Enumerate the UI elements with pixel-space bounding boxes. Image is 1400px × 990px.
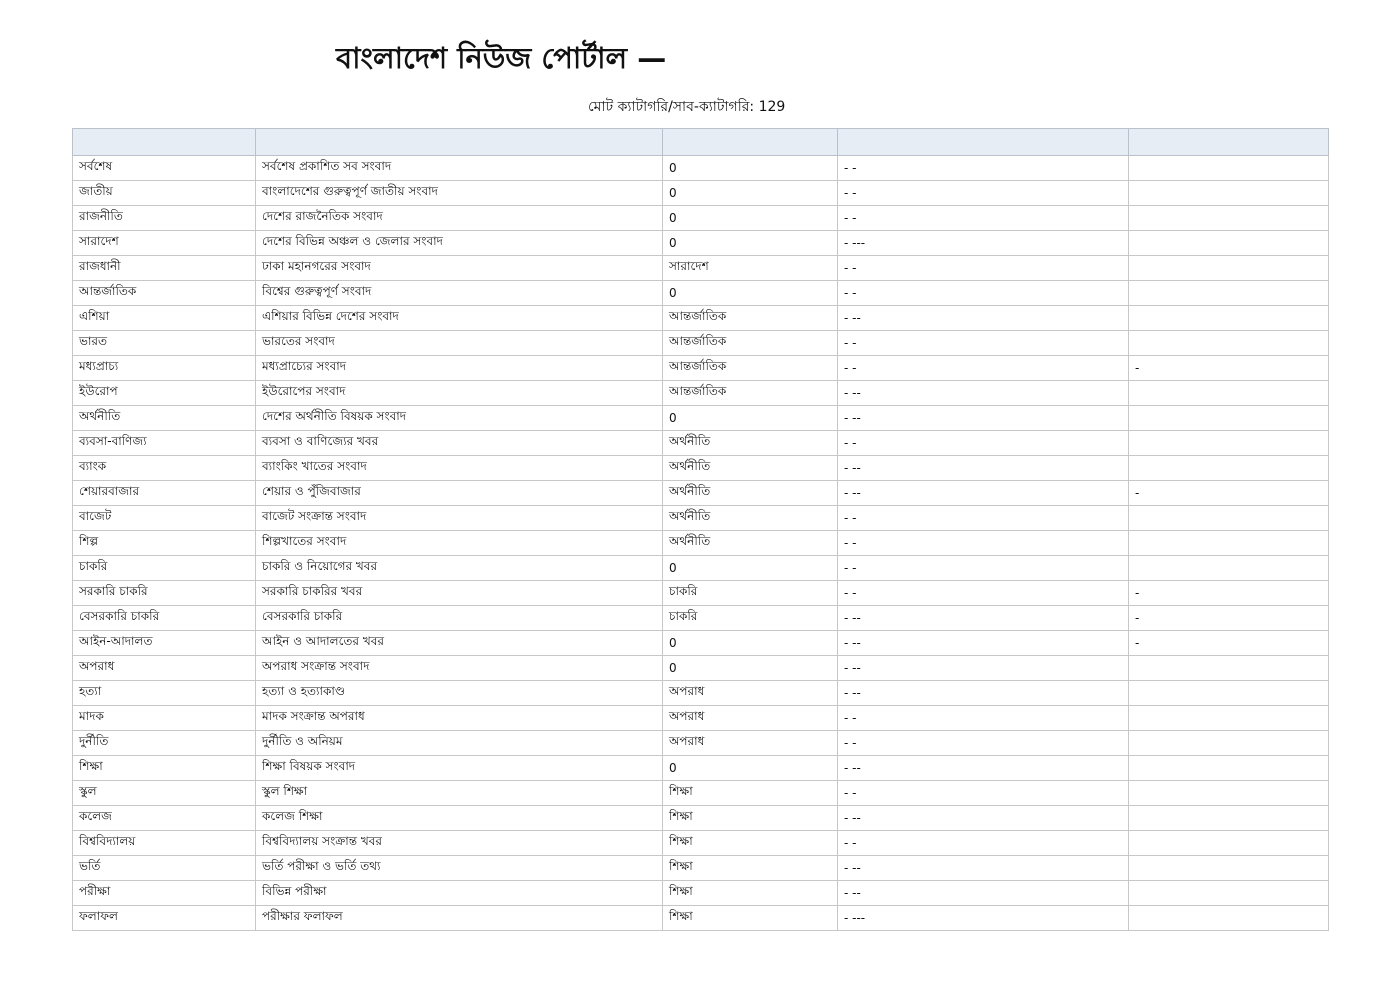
description-cell: দুর্নীতি ও অনিয়ম [256, 731, 663, 756]
note-cell [1129, 381, 1329, 406]
parent-category-cell: অপরাধ [663, 706, 838, 731]
description-cell: শিল্পখাতের সংবাদ [256, 531, 663, 556]
description-cell: ঢাকা মহানগরের সংবাদ [256, 256, 663, 281]
note-cell [1129, 506, 1329, 531]
description-cell: মধ্যপ্রাচ্যের সংবাদ [256, 356, 663, 381]
extra-cell: - -- [838, 406, 1129, 431]
category-name-cell: এশিয়া [73, 306, 256, 331]
extra-cell: - -- [838, 306, 1129, 331]
note-cell [1129, 431, 1329, 456]
parent-category-cell: অর্থনীতি [663, 531, 838, 556]
description-cell: কলেজ শিক্ষা [256, 806, 663, 831]
parent-category-cell: আন্তর্জাতিক [663, 356, 838, 381]
extra-cell: - -- [838, 631, 1129, 656]
category-name-cell: ব্যবসা-বাণিজ্য [73, 431, 256, 456]
note-cell [1129, 856, 1329, 881]
parent-category-cell: 0 [663, 231, 838, 256]
extra-cell: - --- [838, 906, 1129, 931]
category-name-cell: ভারত [73, 331, 256, 356]
table-row [73, 906, 1329, 931]
category-name-cell: সারাদেশ [73, 231, 256, 256]
note-cell [1129, 231, 1329, 256]
description-cell: ভারতের সংবাদ [256, 331, 663, 356]
description-cell: মাদক সংক্রান্ত অপরাধ [256, 706, 663, 731]
note-cell [1129, 531, 1329, 556]
category-name-cell: বেসরকারি চাকরি [73, 606, 256, 631]
category-name-cell: রাজনীতি [73, 206, 256, 231]
table-row [73, 756, 1329, 781]
extra-cell: - - [838, 206, 1129, 231]
parent-category-cell: শিক্ষা [663, 881, 838, 906]
column-header [256, 129, 663, 156]
extra-cell: - --- [838, 231, 1129, 256]
extra-cell: - - [838, 256, 1129, 281]
description-cell: দেশের রাজনৈতিক সংবাদ [256, 206, 663, 231]
parent-category-cell: 0 [663, 656, 838, 681]
parent-category-cell: 0 [663, 181, 838, 206]
table-row [73, 156, 1329, 181]
description-cell: বেসরকারি চাকরি [256, 606, 663, 631]
extra-cell: - - [838, 356, 1129, 381]
extra-cell: - - [838, 156, 1129, 181]
parent-category-cell: আন্তর্জাতিক [663, 306, 838, 331]
description-cell: বাজেট সংক্রান্ত সংবাদ [256, 506, 663, 531]
note-cell [1129, 406, 1329, 431]
note-cell: - [1129, 581, 1329, 606]
table-row [73, 531, 1329, 556]
note-cell [1129, 281, 1329, 306]
table-row [73, 181, 1329, 206]
extra-cell: - - [838, 181, 1129, 206]
parent-category-cell: 0 [663, 631, 838, 656]
table-row [73, 306, 1329, 331]
category-name-cell: চাকরি [73, 556, 256, 581]
note-cell [1129, 906, 1329, 931]
extra-cell: - -- [838, 481, 1129, 506]
description-cell: বিশ্বের গুরুত্বপূর্ণ সংবাদ [256, 281, 663, 306]
note-cell [1129, 806, 1329, 831]
table-row [73, 356, 1329, 381]
category-count: মোট ক্যাটাগরি/সাব-ক্যাটাগরি: 129 [588, 99, 786, 115]
note-cell [1129, 656, 1329, 681]
category-name-cell: কলেজ [73, 806, 256, 831]
column-header [1129, 129, 1329, 156]
category-name-cell: দুর্নীতি [73, 731, 256, 756]
extra-cell: - - [838, 531, 1129, 556]
parent-category-cell: শিক্ষা [663, 906, 838, 931]
note-cell [1129, 556, 1329, 581]
extra-cell: - -- [838, 756, 1129, 781]
description-cell: চাকরি ও নিয়োগের খবর [256, 556, 663, 581]
description-cell: ব্যবসা ও বাণিজ্যের খবর [256, 431, 663, 456]
parent-category-cell: অর্থনীতি [663, 456, 838, 481]
description-cell: বাংলাদেশের গুরুত্বপূর্ণ জাতীয় সংবাদ [256, 181, 663, 206]
note-cell [1129, 731, 1329, 756]
table-row [73, 581, 1329, 606]
table-row [73, 456, 1329, 481]
table-row [73, 556, 1329, 581]
parent-category-cell: সারাদেশ [663, 256, 838, 281]
table-body [73, 156, 1329, 931]
note-cell [1129, 781, 1329, 806]
table-row [73, 331, 1329, 356]
extra-cell: - - [838, 431, 1129, 456]
parent-category-cell: 0 [663, 206, 838, 231]
extra-cell: - - [838, 706, 1129, 731]
table-row [73, 781, 1329, 806]
note-cell [1129, 206, 1329, 231]
note-cell [1129, 706, 1329, 731]
table-row [73, 831, 1329, 856]
parent-category-cell: অর্থনীতি [663, 481, 838, 506]
category-name-cell: ফলাফল [73, 906, 256, 931]
note-cell [1129, 306, 1329, 331]
table-row [73, 431, 1329, 456]
column-header [73, 129, 256, 156]
parent-category-cell: আন্তর্জাতিক [663, 331, 838, 356]
category-name-cell: মাদক [73, 706, 256, 731]
category-name-cell: বাজেট [73, 506, 256, 531]
note-cell [1129, 456, 1329, 481]
note-cell [1129, 156, 1329, 181]
category-name-cell: বিশ্ববিদ্যালয় [73, 831, 256, 856]
parent-category-cell: 0 [663, 756, 838, 781]
description-cell: অপরাধ সংক্রান্ত সংবাদ [256, 656, 663, 681]
note-cell: - [1129, 481, 1329, 506]
description-cell: বিভিন্ন পরীক্ষা [256, 881, 663, 906]
category-name-cell: হত্যা [73, 681, 256, 706]
note-cell [1129, 831, 1329, 856]
note-cell [1129, 331, 1329, 356]
table-row [73, 706, 1329, 731]
description-cell: ব্যাংকিং খাতের সংবাদ [256, 456, 663, 481]
note-cell: - [1129, 356, 1329, 381]
parent-category-cell: 0 [663, 556, 838, 581]
note-cell [1129, 681, 1329, 706]
category-name-cell: স্কুল [73, 781, 256, 806]
table-row [73, 506, 1329, 531]
table-row [73, 806, 1329, 831]
description-cell: শেয়ার ও পুঁজিবাজার [256, 481, 663, 506]
table-row [73, 206, 1329, 231]
extra-cell: - -- [838, 606, 1129, 631]
extra-cell: - - [838, 581, 1129, 606]
description-cell: দেশের অর্থনীতি বিষয়ক সংবাদ [256, 406, 663, 431]
parent-category-cell: শিক্ষা [663, 856, 838, 881]
category-name-cell: সরকারি চাকরি [73, 581, 256, 606]
description-cell: ভর্তি পরীক্ষা ও ভর্তি তথ্য [256, 856, 663, 881]
table-row [73, 381, 1329, 406]
description-cell: হত্যা ও হত্যাকাণ্ড [256, 681, 663, 706]
category-table [72, 128, 1329, 931]
category-name-cell: সর্বশেষ [73, 156, 256, 181]
table-row [73, 631, 1329, 656]
category-name-cell: পরীক্ষা [73, 881, 256, 906]
description-cell: সরকারি চাকরির খবর [256, 581, 663, 606]
category-name-cell: শিল্প [73, 531, 256, 556]
extra-cell: - - [838, 831, 1129, 856]
description-cell: ইউরোপের সংবাদ [256, 381, 663, 406]
extra-cell: - - [838, 331, 1129, 356]
parent-category-cell: 0 [663, 281, 838, 306]
description-cell: দেশের বিভিন্ন অঞ্চল ও জেলার সংবাদ [256, 231, 663, 256]
extra-cell: - -- [838, 381, 1129, 406]
description-cell: পরীক্ষার ফলাফল [256, 906, 663, 931]
category-name-cell: অর্থনীতি [73, 406, 256, 431]
note-cell [1129, 881, 1329, 906]
parent-category-cell: শিক্ষা [663, 781, 838, 806]
parent-category-cell: অর্থনীতি [663, 431, 838, 456]
parent-category-cell: চাকরি [663, 581, 838, 606]
category-name-cell: ভর্তি [73, 856, 256, 881]
category-name-cell: আন্তর্জাতিক [73, 281, 256, 306]
extra-cell: - - [838, 281, 1129, 306]
category-name-cell: জাতীয় [73, 181, 256, 206]
table-row [73, 856, 1329, 881]
description-cell: সর্বশেষ প্রকাশিত সব সংবাদ [256, 156, 663, 181]
parent-category-cell: অপরাধ [663, 681, 838, 706]
table-row [73, 606, 1329, 631]
table-row [73, 256, 1329, 281]
category-name-cell: অপরাধ [73, 656, 256, 681]
extra-cell: - - [838, 731, 1129, 756]
category-name-cell: ইউরোপ [73, 381, 256, 406]
extra-cell: - -- [838, 881, 1129, 906]
table-row [73, 731, 1329, 756]
parent-category-cell: অর্থনীতি [663, 506, 838, 531]
table-row [73, 881, 1329, 906]
parent-category-cell: অপরাধ [663, 731, 838, 756]
description-cell: শিক্ষা বিষয়ক সংবাদ [256, 756, 663, 781]
table-row [73, 681, 1329, 706]
extra-cell: - - [838, 781, 1129, 806]
extra-cell: - -- [838, 856, 1129, 881]
description-cell: এশিয়ার বিভিন্ন দেশের সংবাদ [256, 306, 663, 331]
parent-category-cell: শিক্ষা [663, 831, 838, 856]
category-name-cell: ব্যাংক [73, 456, 256, 481]
table-header-row [73, 129, 1329, 156]
page-title: বাংলাদেশ নিউজ পোর্টাল — [336, 41, 667, 75]
category-name-cell: মধ্যপ্রাচ্য [73, 356, 256, 381]
table-row [73, 481, 1329, 506]
note-cell [1129, 181, 1329, 206]
note-cell [1129, 756, 1329, 781]
parent-category-cell: আন্তর্জাতিক [663, 381, 838, 406]
table-row [73, 281, 1329, 306]
category-name-cell: আইন-আদালত [73, 631, 256, 656]
parent-category-cell: 0 [663, 406, 838, 431]
parent-category-cell: চাকরি [663, 606, 838, 631]
parent-category-cell: 0 [663, 156, 838, 181]
note-cell: - [1129, 631, 1329, 656]
extra-cell: - - [838, 506, 1129, 531]
note-cell: - [1129, 606, 1329, 631]
table-row [73, 656, 1329, 681]
description-cell: বিশ্ববিদ্যালয় সংক্রান্ত খবর [256, 831, 663, 856]
extra-cell: - -- [838, 806, 1129, 831]
table-row [73, 231, 1329, 256]
extra-cell: - -- [838, 456, 1129, 481]
category-name-cell: শিক্ষা [73, 756, 256, 781]
extra-cell: - -- [838, 656, 1129, 681]
extra-cell: - -- [838, 681, 1129, 706]
description-cell: স্কুল শিক্ষা [256, 781, 663, 806]
parent-category-cell: শিক্ষা [663, 806, 838, 831]
extra-cell: - - [838, 556, 1129, 581]
description-cell: আইন ও আদালতের খবর [256, 631, 663, 656]
column-header [663, 129, 838, 156]
category-name-cell: শেয়ারবাজার [73, 481, 256, 506]
column-header [838, 129, 1129, 156]
table-row [73, 406, 1329, 431]
category-name-cell: রাজধানী [73, 256, 256, 281]
note-cell [1129, 256, 1329, 281]
